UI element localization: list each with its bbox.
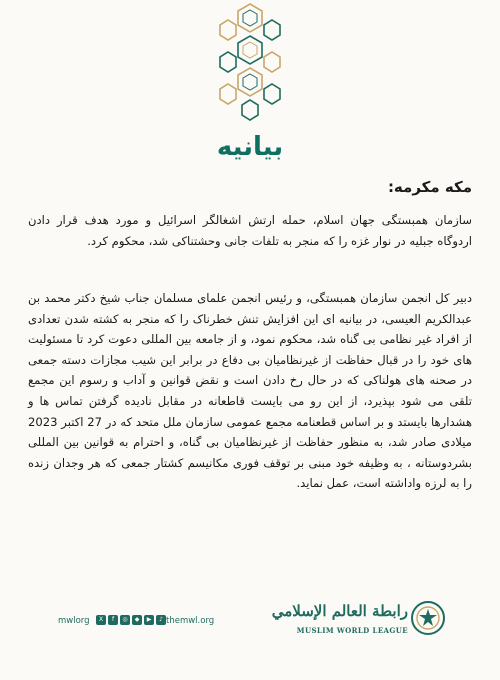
website-link[interactable]: themwl.org bbox=[166, 616, 215, 626]
page-title: بیانیه bbox=[216, 132, 284, 162]
x-icon[interactable]: X bbox=[96, 615, 106, 625]
mwl-seal-icon bbox=[410, 600, 446, 636]
social-icons bbox=[96, 615, 166, 625]
location-line: مکه مکرمه: bbox=[387, 178, 472, 196]
facebook-icon[interactable]: f bbox=[108, 615, 118, 625]
statement-paragraph-1: سازمان همبستگی جهان اسلام، حمله ارتش اشغالگر اسرائیل و مورد هدف قرار دادن اردوگاه جبلیه در نوار غزه را که منجر به تلفات جانی وحشتناکی شد، محکوم کرد. bbox=[28, 213, 472, 248]
tiktok-icon[interactable]: ♪ bbox=[156, 615, 166, 625]
statement-paragraph-2: دبیر کل انجمن سازمان همبستگی، و رئیس انجمن علمای مسلمان جناب شیخ دکتر محمد بن عبدالکریم العیسی، در بیانیه ای این افزایش تنش خطرناک را که منجر به کشته شدن تعدادی از افراد غیر نظامی بی گناه شد، محکوم نمود، و از جامعه بین المللی دعوت کرد تا مسئولیت های خود را در قبال حفاظت از غیرنظامیان بی دفاع در برابر این شیب مجازات دسته جمعی در صحنه های هولناکی که در حال رخ دادن است و نقض قوانین و آداب و رسوم این مجمع تلقی می شود بپذیرد، از این رو می بایست قاطعانه در مقابل نادیده گرفتن تماس ها و هشدارها بایستد و بر اساس قطعنامه مجمع عمومی سازمان ملل متحد که در 27 اکتبر 2023 میلادی صادر شد، به منظور حفاظت از غیرنظامیان بی گناه، و احترام به قوانین بین المللی بشردوستانه ، به وظیفه خود مبنی بر توقف فوری مکانیسم کشتار جمعی که هر وجدان زنده را به لرزه واداشته است، عمل نماید. bbox=[28, 291, 472, 491]
snapchat-icon[interactable]: ◆ bbox=[132, 615, 142, 625]
social-handle[interactable]: mwlorg bbox=[58, 616, 90, 626]
instagram-icon[interactable]: ◎ bbox=[120, 615, 130, 625]
youtube-icon[interactable]: ▶ bbox=[144, 615, 154, 625]
decorative-pattern bbox=[210, 0, 290, 125]
logo-english: MUSLIM WORLD LEAGUE bbox=[296, 626, 408, 635]
logo-arabic: رابطة العالم الإسلامي bbox=[271, 602, 408, 620]
footer bbox=[0, 596, 500, 680]
